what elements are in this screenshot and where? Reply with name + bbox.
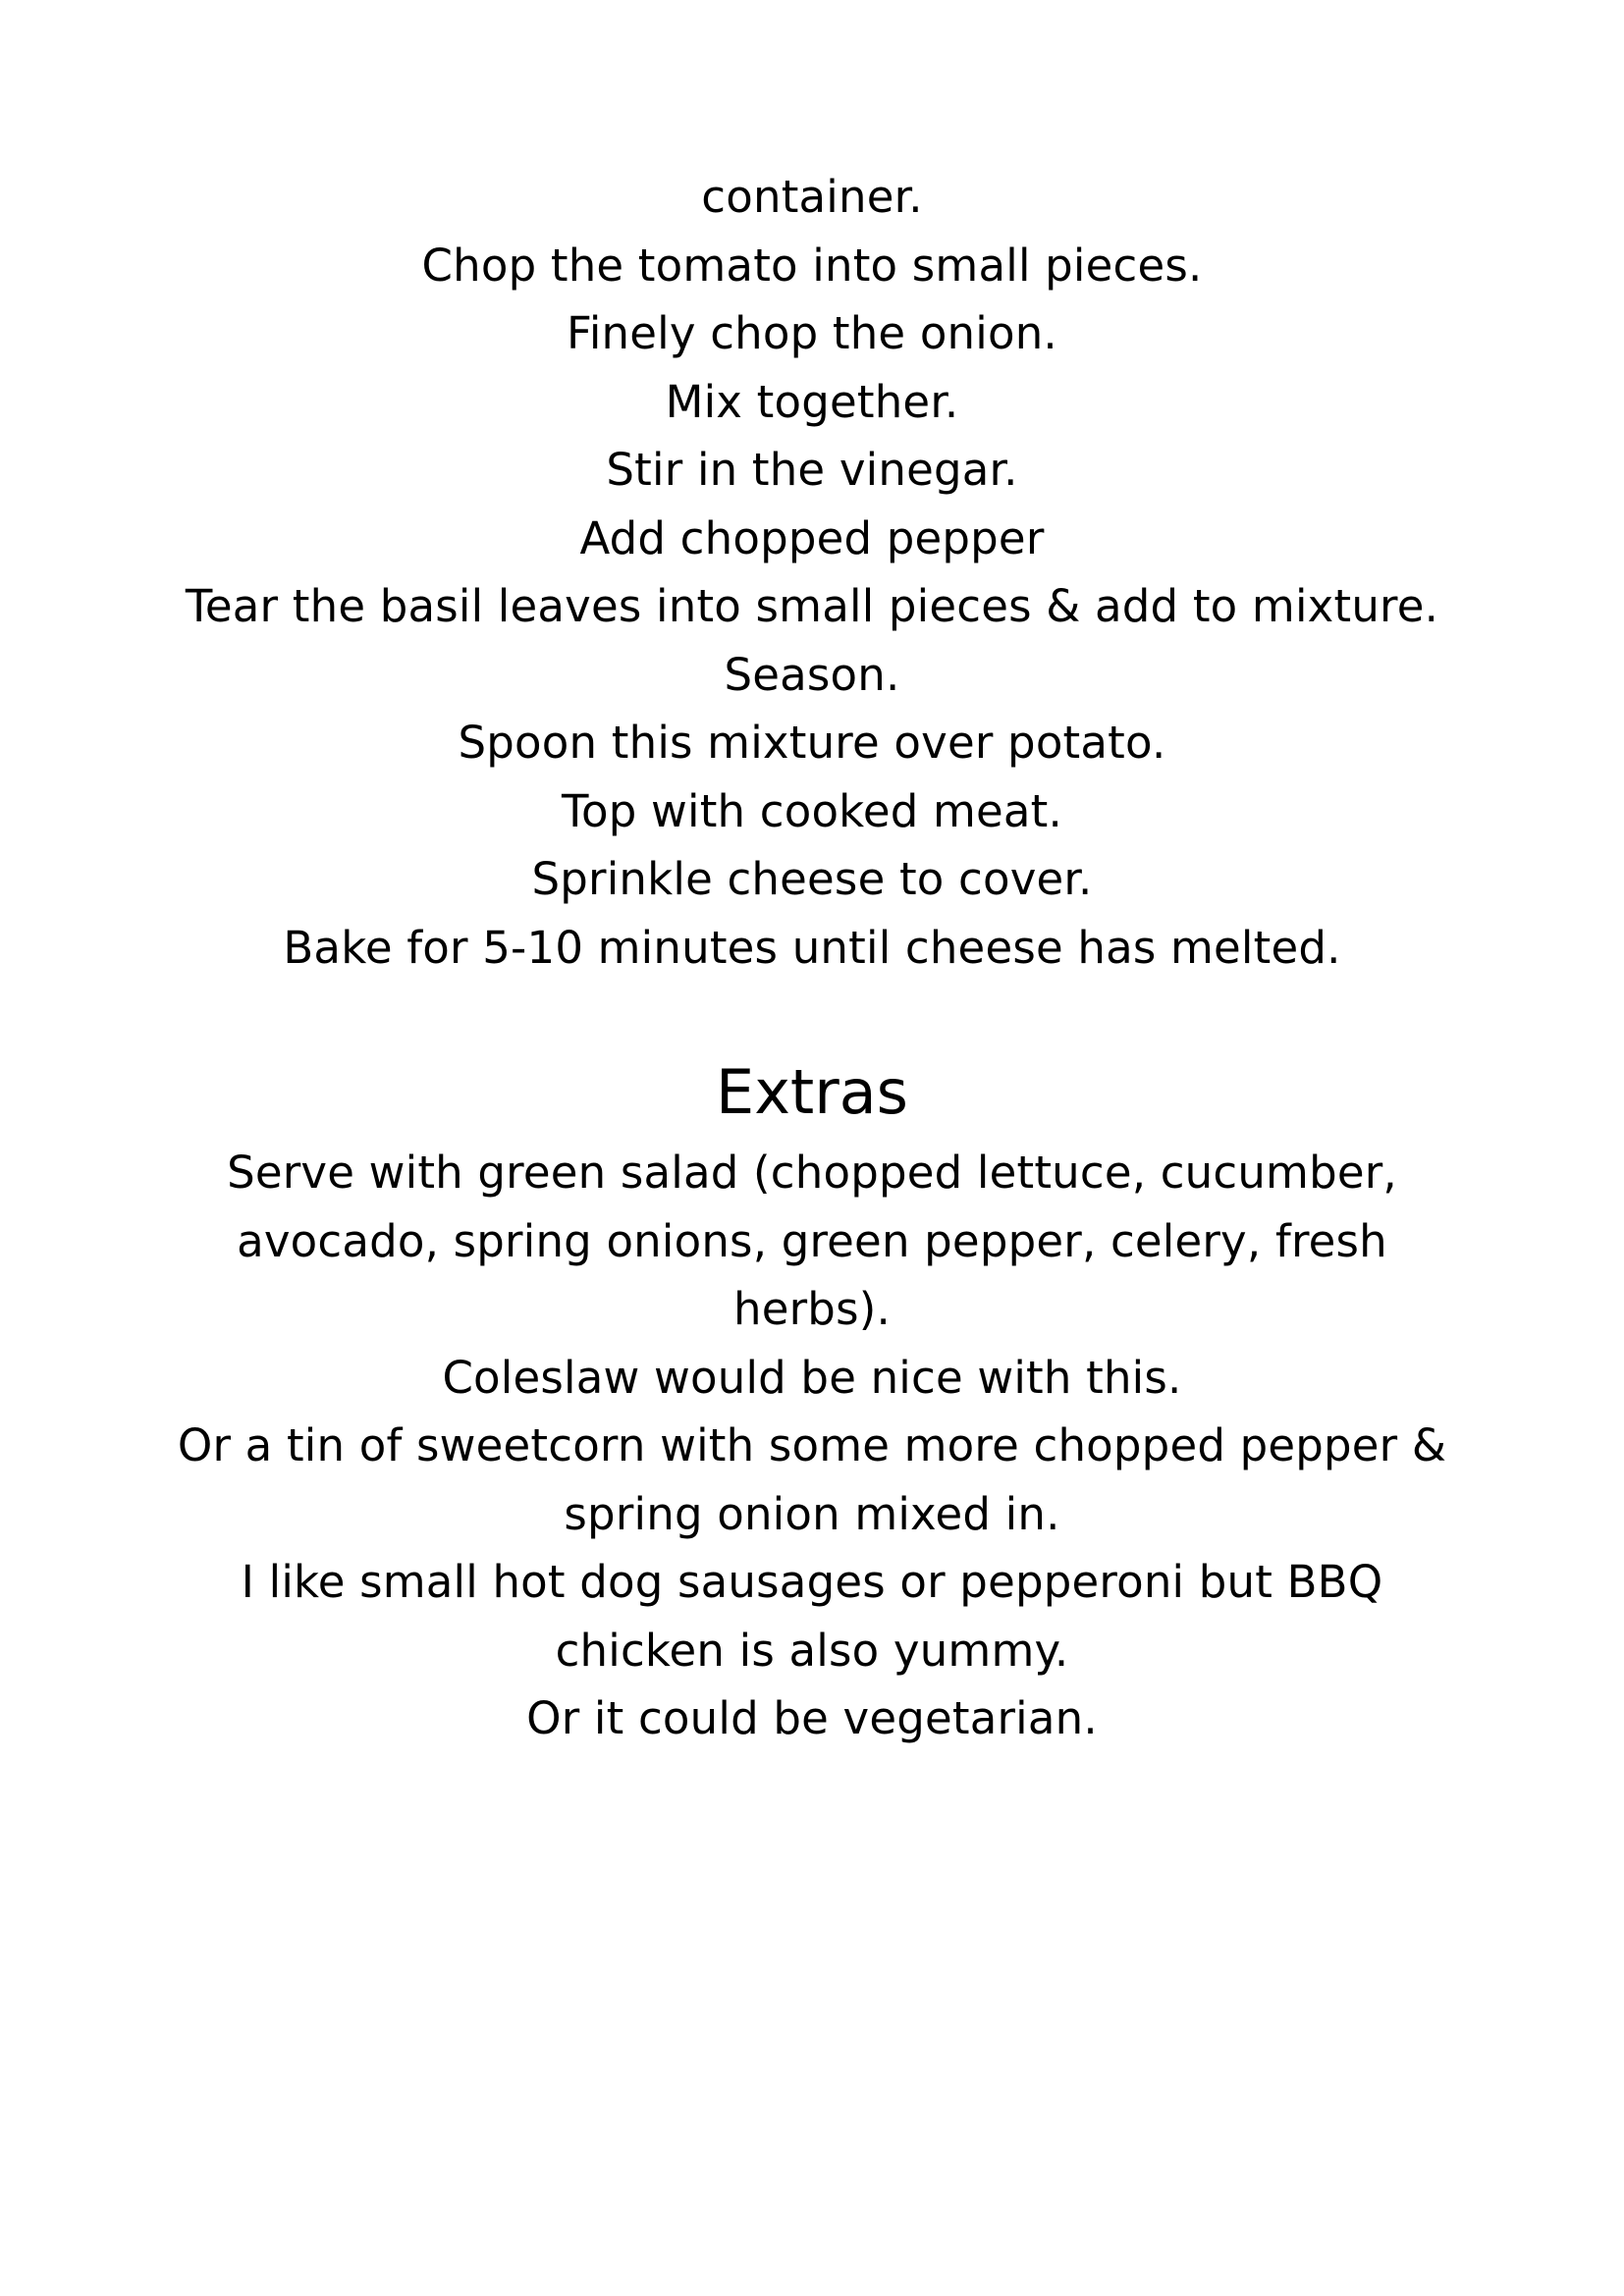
method-line: Stir in the vinegar.: [606, 444, 1018, 496]
method-line: container.: [701, 171, 923, 223]
method-line: Top with cooked meat.: [561, 784, 1063, 837]
extras-line: Or a tin of sweetcorn with some more chopped pepper &: [177, 1419, 1447, 1471]
method-line: Tear the basil leaves into small pieces & add to mixture.: [185, 580, 1439, 632]
extras-line: spring onion mixed in.: [564, 1487, 1060, 1540]
extras-line: Or it could be vegetarian.: [526, 1692, 1098, 1744]
method-line: Finely chop the onion.: [567, 307, 1057, 359]
extras-line: herbs).: [733, 1283, 891, 1335]
method-line: Bake for 5-10 minutes until cheese has melted.: [283, 921, 1341, 974]
method-line: Mix together.: [665, 375, 959, 428]
method-line: Season.: [724, 648, 900, 701]
extras-line: chicken is also yummy.: [555, 1624, 1069, 1677]
method-line: Sprinkle cheese to cover.: [531, 853, 1093, 905]
method-line: Spoon this mixture over potato.: [458, 717, 1166, 769]
extras-section: [0, 1048, 1624, 1753]
extras-line: avocado, spring onions, green pepper, celery, fresh: [237, 1214, 1387, 1267]
extras-line: Coleslaw would be nice with this.: [442, 1351, 1182, 1404]
method-line: Chop the tomato into small pieces.: [421, 239, 1203, 292]
method-steps: [0, 163, 1624, 982]
extras-line: I like small hot dog sausages or pepperoni but BBQ: [241, 1556, 1383, 1608]
method-line: Add chopped pepper: [579, 511, 1045, 564]
extras-heading: Extras: [716, 1056, 908, 1128]
extras-line: Serve with green salad (chopped lettuce, cucumber,: [227, 1147, 1397, 1199]
